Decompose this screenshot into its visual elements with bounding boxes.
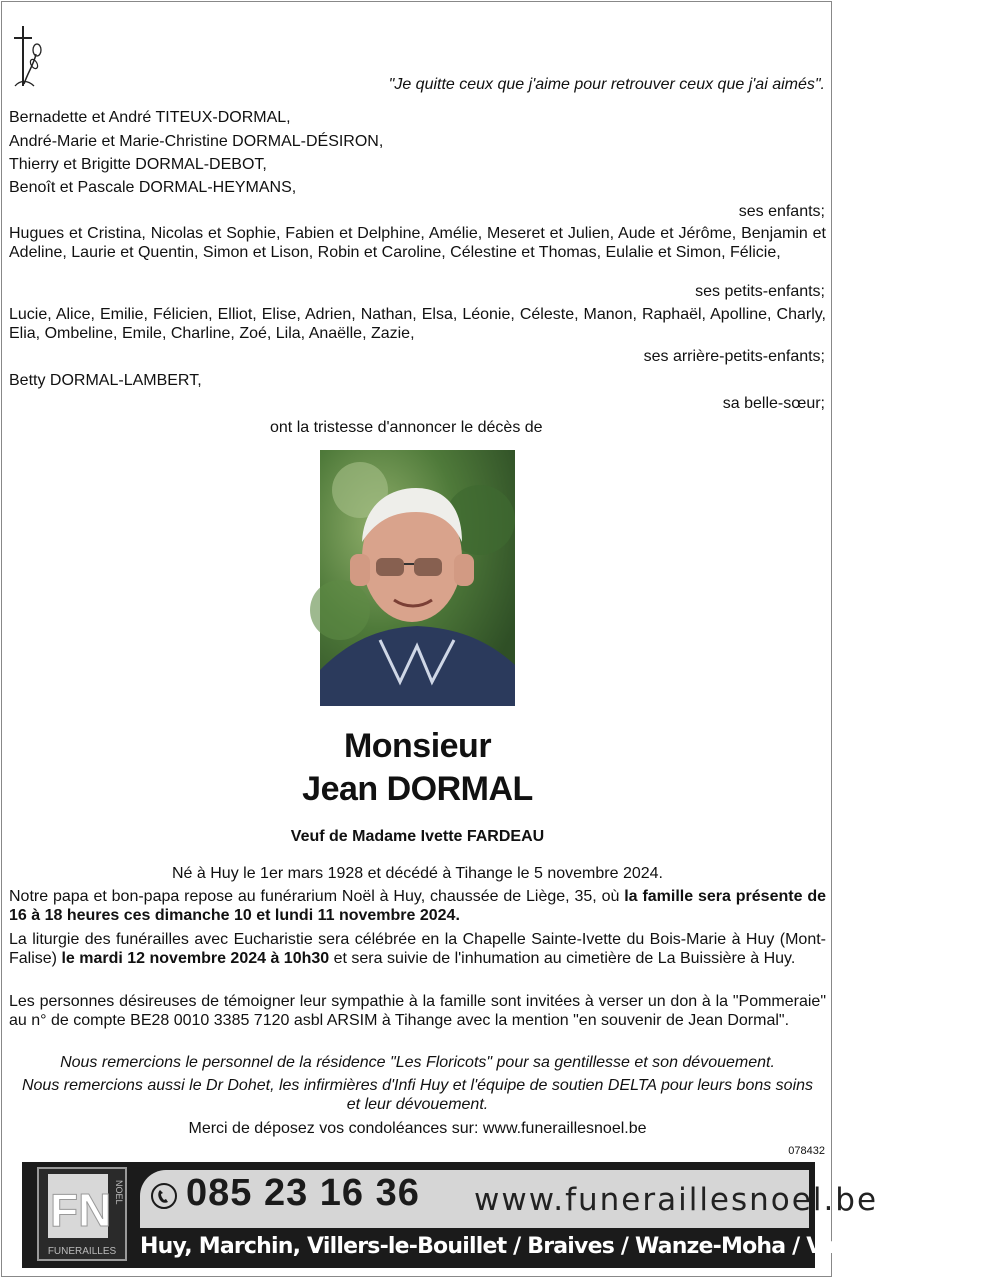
deceased-name: Jean DORMAL [302, 770, 533, 808]
reference-number: 078432 [788, 1145, 825, 1157]
child-line-2: André-Marie et Marie-Christine DORMAL-DÉSIRON, [9, 133, 384, 150]
grandchildren-label: ses petits-enfants; [695, 283, 825, 300]
deceased-title: Monsieur [343, 727, 492, 765]
portrait-photo [320, 450, 515, 706]
phone-icon [150, 1182, 178, 1210]
liturgy-paragraph [9, 930, 826, 968]
logo-word: FUNERAILLES [47, 1246, 117, 1257]
widower-line: Veuf de Madame Ivette FARDEAU [290, 828, 545, 845]
children-label: ses enfants; [738, 203, 825, 220]
funerarium-text: Notre papa et bon-papa repose au funérarium Noël à Huy, chaussée de Liège, 35, où [9, 888, 625, 905]
visiting-hours: la famille sera présente de 16 à 18 heures ces dimanche 10 et lundi 11 novembre 2024. [9, 888, 826, 924]
funerarium-paragraph [9, 887, 826, 925]
great-grandchildren-list: Lucie, Alice, Emilie, Félicien, Elliot, Elise, Adrien, Nathan, Elsa, Léonie, Céleste, Manon, Raphaël, Apolline, Charly, Elia, Ombeline, Emile, Charline, Zoé, Lila, Anaëlle, Zazie, [9, 306, 826, 342]
funeral-home-banner [22, 1162, 981, 1268]
locations-list: Huy, Marchin, Villers-le-Bouillet / Braives / Wanze-Moha / Vaux-et-Borset [140, 1234, 981, 1259]
thanks-residence: Nous remercions le personnel de la résidence "Les Floricots" pour sa gentillesse et son dévouement. [60, 1054, 775, 1071]
phone-number: 085 23 16 36 [186, 1172, 420, 1214]
logo-side-word: NOEL [114, 1180, 124, 1205]
announcement: ont la tristesse d'annoncer le décès de [270, 419, 543, 436]
liturgy-text: La liturgie des funérailles avec Eucharistie sera célébrée en la Chapelle Sainte-Ivette du Bois-Marie à Huy (Mont-Falise) [9, 931, 826, 967]
condolences-line: Merci de déposez vos condoléances sur: www.funeraillesnoel.be [188, 1120, 647, 1137]
donation-paragraph: Les personnes désireuses de témoigner leur sympathie à la famille sont invitées à verser un don à la "Pommeraie" au n° de compte BE28 0010 3385 7120 asbl ARSIM à Tihange avec la mention "en souvenir de Jean Dormal". [9, 993, 826, 1029]
birth-death-line: Né à Huy le 1er mars 1928 et décédé à Tihange le 5 novembre 2024. [172, 865, 663, 882]
cross-flower-icon [10, 24, 46, 96]
quote: "Je quitte ceux que j'aime pour retrouver ceux que j'ai aimés". [388, 76, 825, 93]
child-line-1: Bernadette et André TITEUX-DORMAL, [9, 109, 291, 126]
sister-in-law: Betty DORMAL-LAMBERT, [9, 372, 202, 389]
burial-text: et sera suivie de l'inhumation au cimetière de La Buissière à Huy. [329, 950, 796, 967]
child-line-3: Thierry et Brigitte DORMAL-DEBOT, [9, 156, 267, 173]
logo-letters: FN [50, 1184, 112, 1236]
liturgy-date: le mardi 12 novembre 2024 à 10h30 [61, 950, 330, 967]
great-grandchildren-label: ses arrière-petits-enfants; [643, 348, 825, 365]
funerailles-noel-logo [36, 1166, 128, 1262]
grandchildren-list: Hugues et Cristina, Nicolas et Sophie, Fabien et Delphine, Amélie, Meseret et Julien, Aude et Jérôme, Benjamin et Adeline, Laurie et Quentin, Simon et Lison, Robin et Caroline, Célestine et Thomas, Eulalie et Simon, Félicie, [9, 225, 826, 261]
child-line-4: Benoît et Pascale DORMAL-HEYMANS, [9, 179, 297, 196]
thanks-nurses: Nous remercions aussi le Dr Dohet, les infirmières d'Infi Huy et l'équipe de soutien DELTA pour leurs bons soins et leur dévouement. [21, 1077, 814, 1113]
website-url[interactable]: www.funeraillesnoel.be [474, 1182, 879, 1218]
sister-in-law-label: sa belle-sœur; [722, 395, 825, 412]
